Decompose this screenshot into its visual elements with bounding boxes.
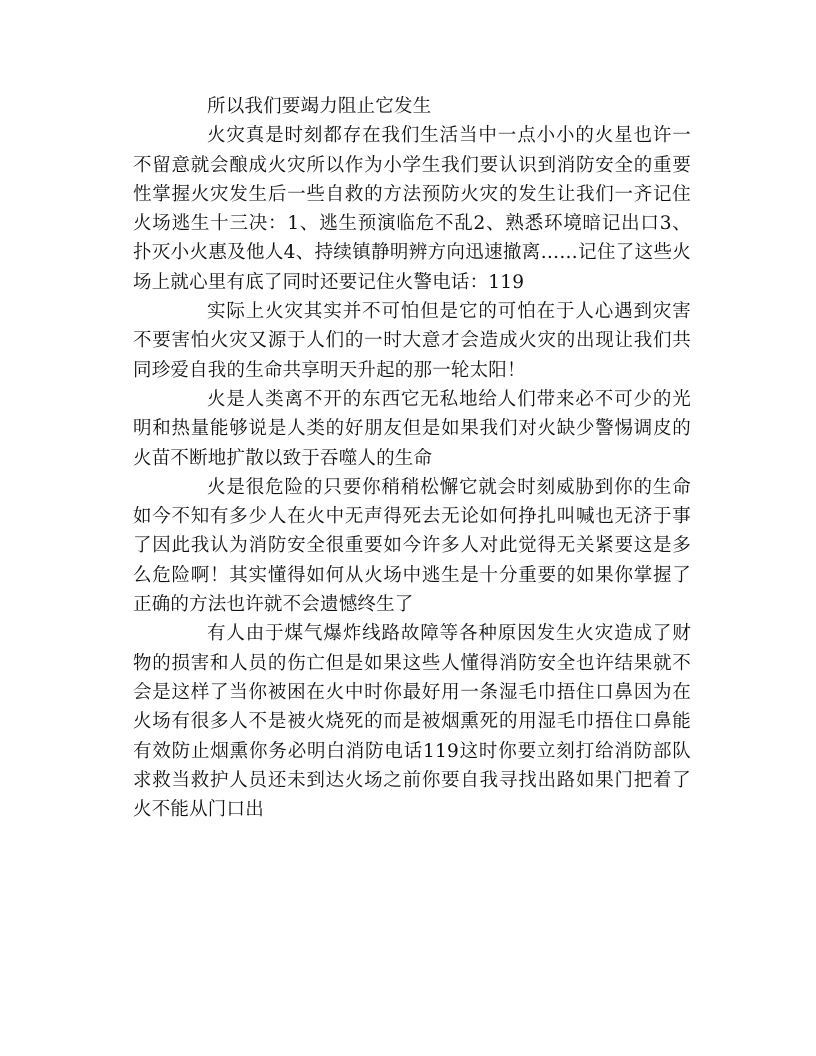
paragraph: 火灾真是时刻都存在我们生活当中一点小小的火星也许一不留意就会酿成火灾所以作为小学生我们要认识到消防安全的重要性掌握火灾发生后一些自救的方法预防火灾的发生让我们一齐记住火场逃生十三决：1、逃生预演临危不乱2、熟悉环境暗记出口3、扑灭小火惠及他人4、持续镇静明辨方向迅速撤离……记住了这些火场上就心里有底了同时还要记住火警电话：119 <box>133 125 691 293</box>
paragraph: 火是很危险的只要你稍稍松懈它就会时刻威胁到你的生命如今不知有多少人在火中无声得死去无论如何挣扎叫喊也无济于事了因此我认为消防安全很重要如今许多人对此觉得无关紧要这是多么危险啊！其实懂得如何从火场中逃生是十分重要的如果你掌握了正确的方法也许就不会遗憾终生了 <box>133 476 691 616</box>
paragraph: 实际上火灾其实并不可怕但是它的可怕在于人心遇到灾害不要害怕火灾又源于人们的一时大意才会造成火灾的出现让我们共同珍爱自我的生命共享明天升起的那一轮太阳！ <box>133 301 691 381</box>
paragraph: 所以我们要竭力阻止它发生 <box>207 96 432 117</box>
paragraph: 有人由于煤气爆炸线路故障等各种原因发生火灾造成了财物的损害和人员的伤亡但是如果这些人懂得消防安全也许结果就不会是这样了当你被困在火中时你最好用一条湿毛巾捂住口鼻因为在火场有很多人不是被火烧死的而是被烟熏死的用湿毛巾捂住口鼻能有效防止烟熏你务必明白消防电话119这时你要立刻打给消防部队求救当救护人员还未到达火场之前你要自我寻找出路如果门把着了火不能从门口出 <box>133 623 691 821</box>
document-body <box>133 92 691 824</box>
paragraph: 火是人类离不开的东西它无私地给人们带来必不可少的光明和热量能够说是人类的好朋友但是如果我们对火缺少警惕调皮的火苗不断地扩散以致于吞噬人的生命 <box>133 388 691 469</box>
